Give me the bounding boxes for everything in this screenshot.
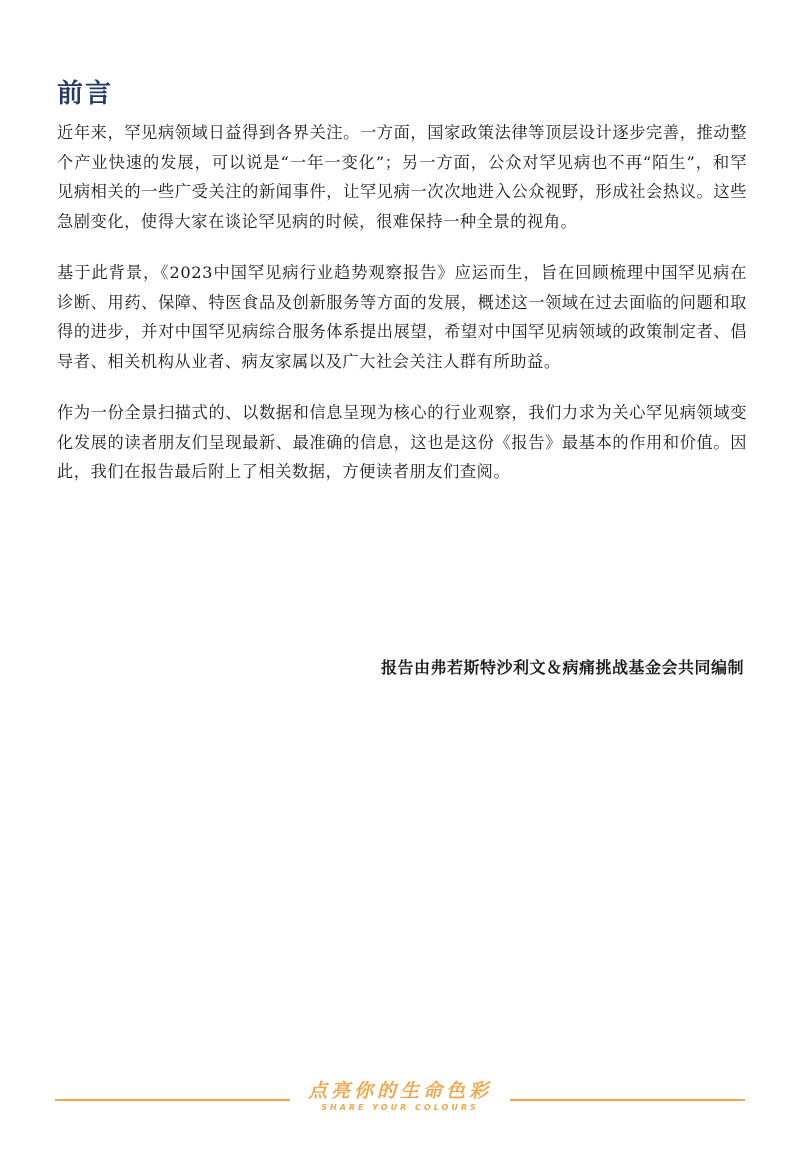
preface-body <box>57 118 747 509</box>
footer-divider-right <box>510 1099 745 1101</box>
paragraph-2: 基于此背景，《2023中国罕见病行业趋势观察报告》应运而生，旨在回顾梳理中国罕见病在诊断、用药、保障、特医食品及创新服务等方面的发展，概述这一领域在过去面临的问题和取得的进步，并对中国罕见病综合服务体系提出展望，希望对中国罕见病领域的政策制定者、倡导者、相关机构从业者、病友家属以及广大社会关注人群有所助益。 <box>57 263 747 371</box>
page-title: 前言 <box>57 79 114 110</box>
signature-line: 报告由弗若斯特沙利文＆病痛挑战基金会共同编制 <box>380 658 744 677</box>
footer-slogan <box>290 1079 510 1113</box>
slogan-chinese: 点亮你的生命色彩 <box>307 1080 492 1102</box>
footer-banner <box>55 1079 745 1119</box>
paragraph-1: 近年来，罕见病领域日益得到各界关注。一方面，国家政策法律等顶层设计逐步完善，推动整个产业快速的发展，可以说是“一年一变化”；另一方面，公众对罕见病也不再“陌生”，和罕见病相关的一些广受关注的新闻事件，让罕见病一次次地进入公众视野，形成社会热议。这些急剧变化，使得大家在谈论罕见病的时候，很难保持一种全景的视角。 <box>57 123 747 231</box>
paragraph-3: 作为一份全景扫描式的、以数据和信息呈现为核心的行业观察，我们力求为关心罕见病领域变化发展的读者朋友们呈现最新、最准确的信息，这也是这份《报告》最基本的作用和价值。因此，我们在报告最后附上了相关数据，方便读者朋友们查阅。 <box>57 403 747 481</box>
slogan-english: SHARE YOUR COLOURS <box>321 1103 479 1112</box>
footer-divider-left <box>55 1099 290 1101</box>
